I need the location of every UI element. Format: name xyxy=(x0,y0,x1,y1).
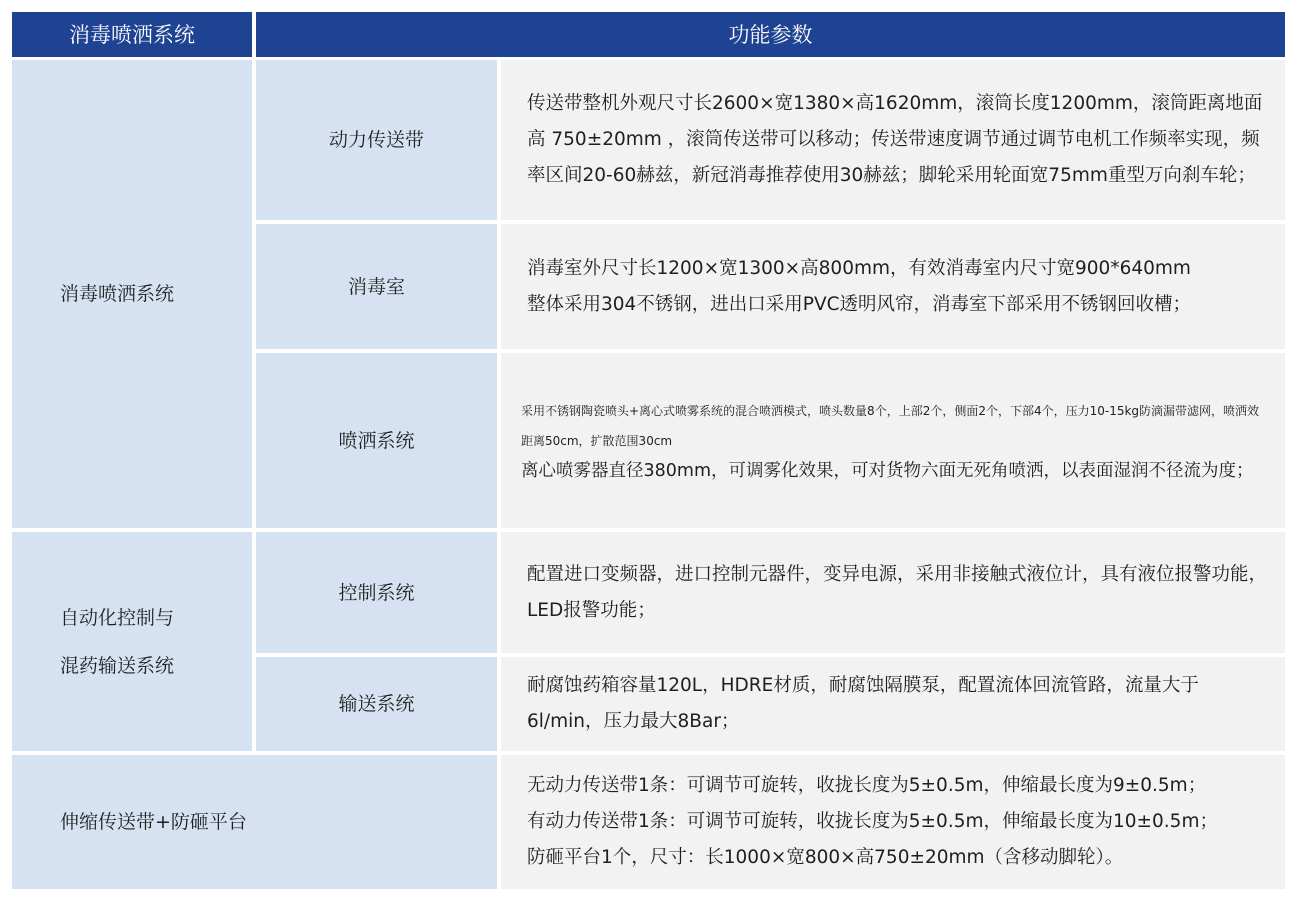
subsystem-spray-system: 喷洒系统 xyxy=(256,353,497,528)
category-telescopic-conveyor-platform: 伸缩传送带+防砸平台 xyxy=(12,755,497,889)
desc-spray-system xyxy=(501,353,1285,528)
subsystem-delivery-system: 输送系统 xyxy=(256,657,497,751)
desc-line: 采用不锈钢陶瓷喷头+离心式喷雾系统的混合喷洒模式，喷头数量8个，上部2个，侧面2个，下部4个，压力10-15kg防滴漏带滤网，喷洒效距离50cm，扩散范围30cm xyxy=(521,403,1260,448)
subsystem-control-system: 控制系统 xyxy=(256,532,497,653)
desc-line: 离心喷雾器直径380mm，可调雾化效果，可对货物六面无死角喷洒，以表面湿润不径流为度； xyxy=(521,460,1254,481)
subsystem-disinfection-chamber: 消毒室 xyxy=(256,224,497,349)
desc-delivery-system: 耐腐蚀药箱容量120L，HDRE材质，耐腐蚀隔膜泵，配置流体回流管路，流量大于6l/min，压力最大8Bar； xyxy=(501,657,1285,751)
desc-line: 无动力传送带1条：可调节可旋转，收拢长度为5±0.5m，伸缩最长度为9±0.5m； xyxy=(527,775,1207,796)
desc-control-system: 配置进口变频器，进口控制元器件，变异电源，采用非接触式液位计，具有液位报警功能，LED报警功能； xyxy=(501,532,1285,653)
desc-disinfection-chamber xyxy=(501,224,1285,349)
category-line: 自动化控制与 xyxy=(60,606,175,629)
desc-powered-conveyor: 传送带整机外观尺寸长2600×宽1380×高1620mm，滚筒长度1200mm，滚筒距离地面高 750±20mm ，滚筒传送带可以移动；传送带速度调节通过调节电机工作频率实现，频率区间20-60赫兹，新冠消毒推荐使用30赫兹；脚轮采用轮面宽75mm重型万向刹车轮； xyxy=(501,60,1285,220)
category-disinfection-spray-system: 消毒喷洒系统 xyxy=(12,60,252,528)
category-line: 混药输送系统 xyxy=(60,654,175,677)
header-parameters-column: 功能参数 xyxy=(256,12,1285,57)
desc-line: 整体采用304不锈钢，进出口采用PVC透明风帘，消毒室下部采用不锈钢回收槽； xyxy=(527,293,1192,315)
desc-line: 防砸平台1个，尺寸：长1000×宽800×高750±20mm（含移动脚轮）。 xyxy=(527,847,1124,868)
desc-line: 有动力传送带1条：可调节可旋转，收拢长度为5±0.5m，伸缩最长度为10±0.5m； xyxy=(527,811,1218,832)
subsystem-powered-conveyor: 动力传送带 xyxy=(256,60,497,220)
category-automation-control-mixing xyxy=(12,532,252,751)
header-system-column: 消毒喷洒系统 xyxy=(12,12,252,57)
desc-telescopic-conveyor-platform xyxy=(501,755,1285,889)
desc-line: 消毒室外尺寸长1200×宽1300×高800mm，有效消毒室内尺寸宽900*640mm xyxy=(527,257,1191,279)
